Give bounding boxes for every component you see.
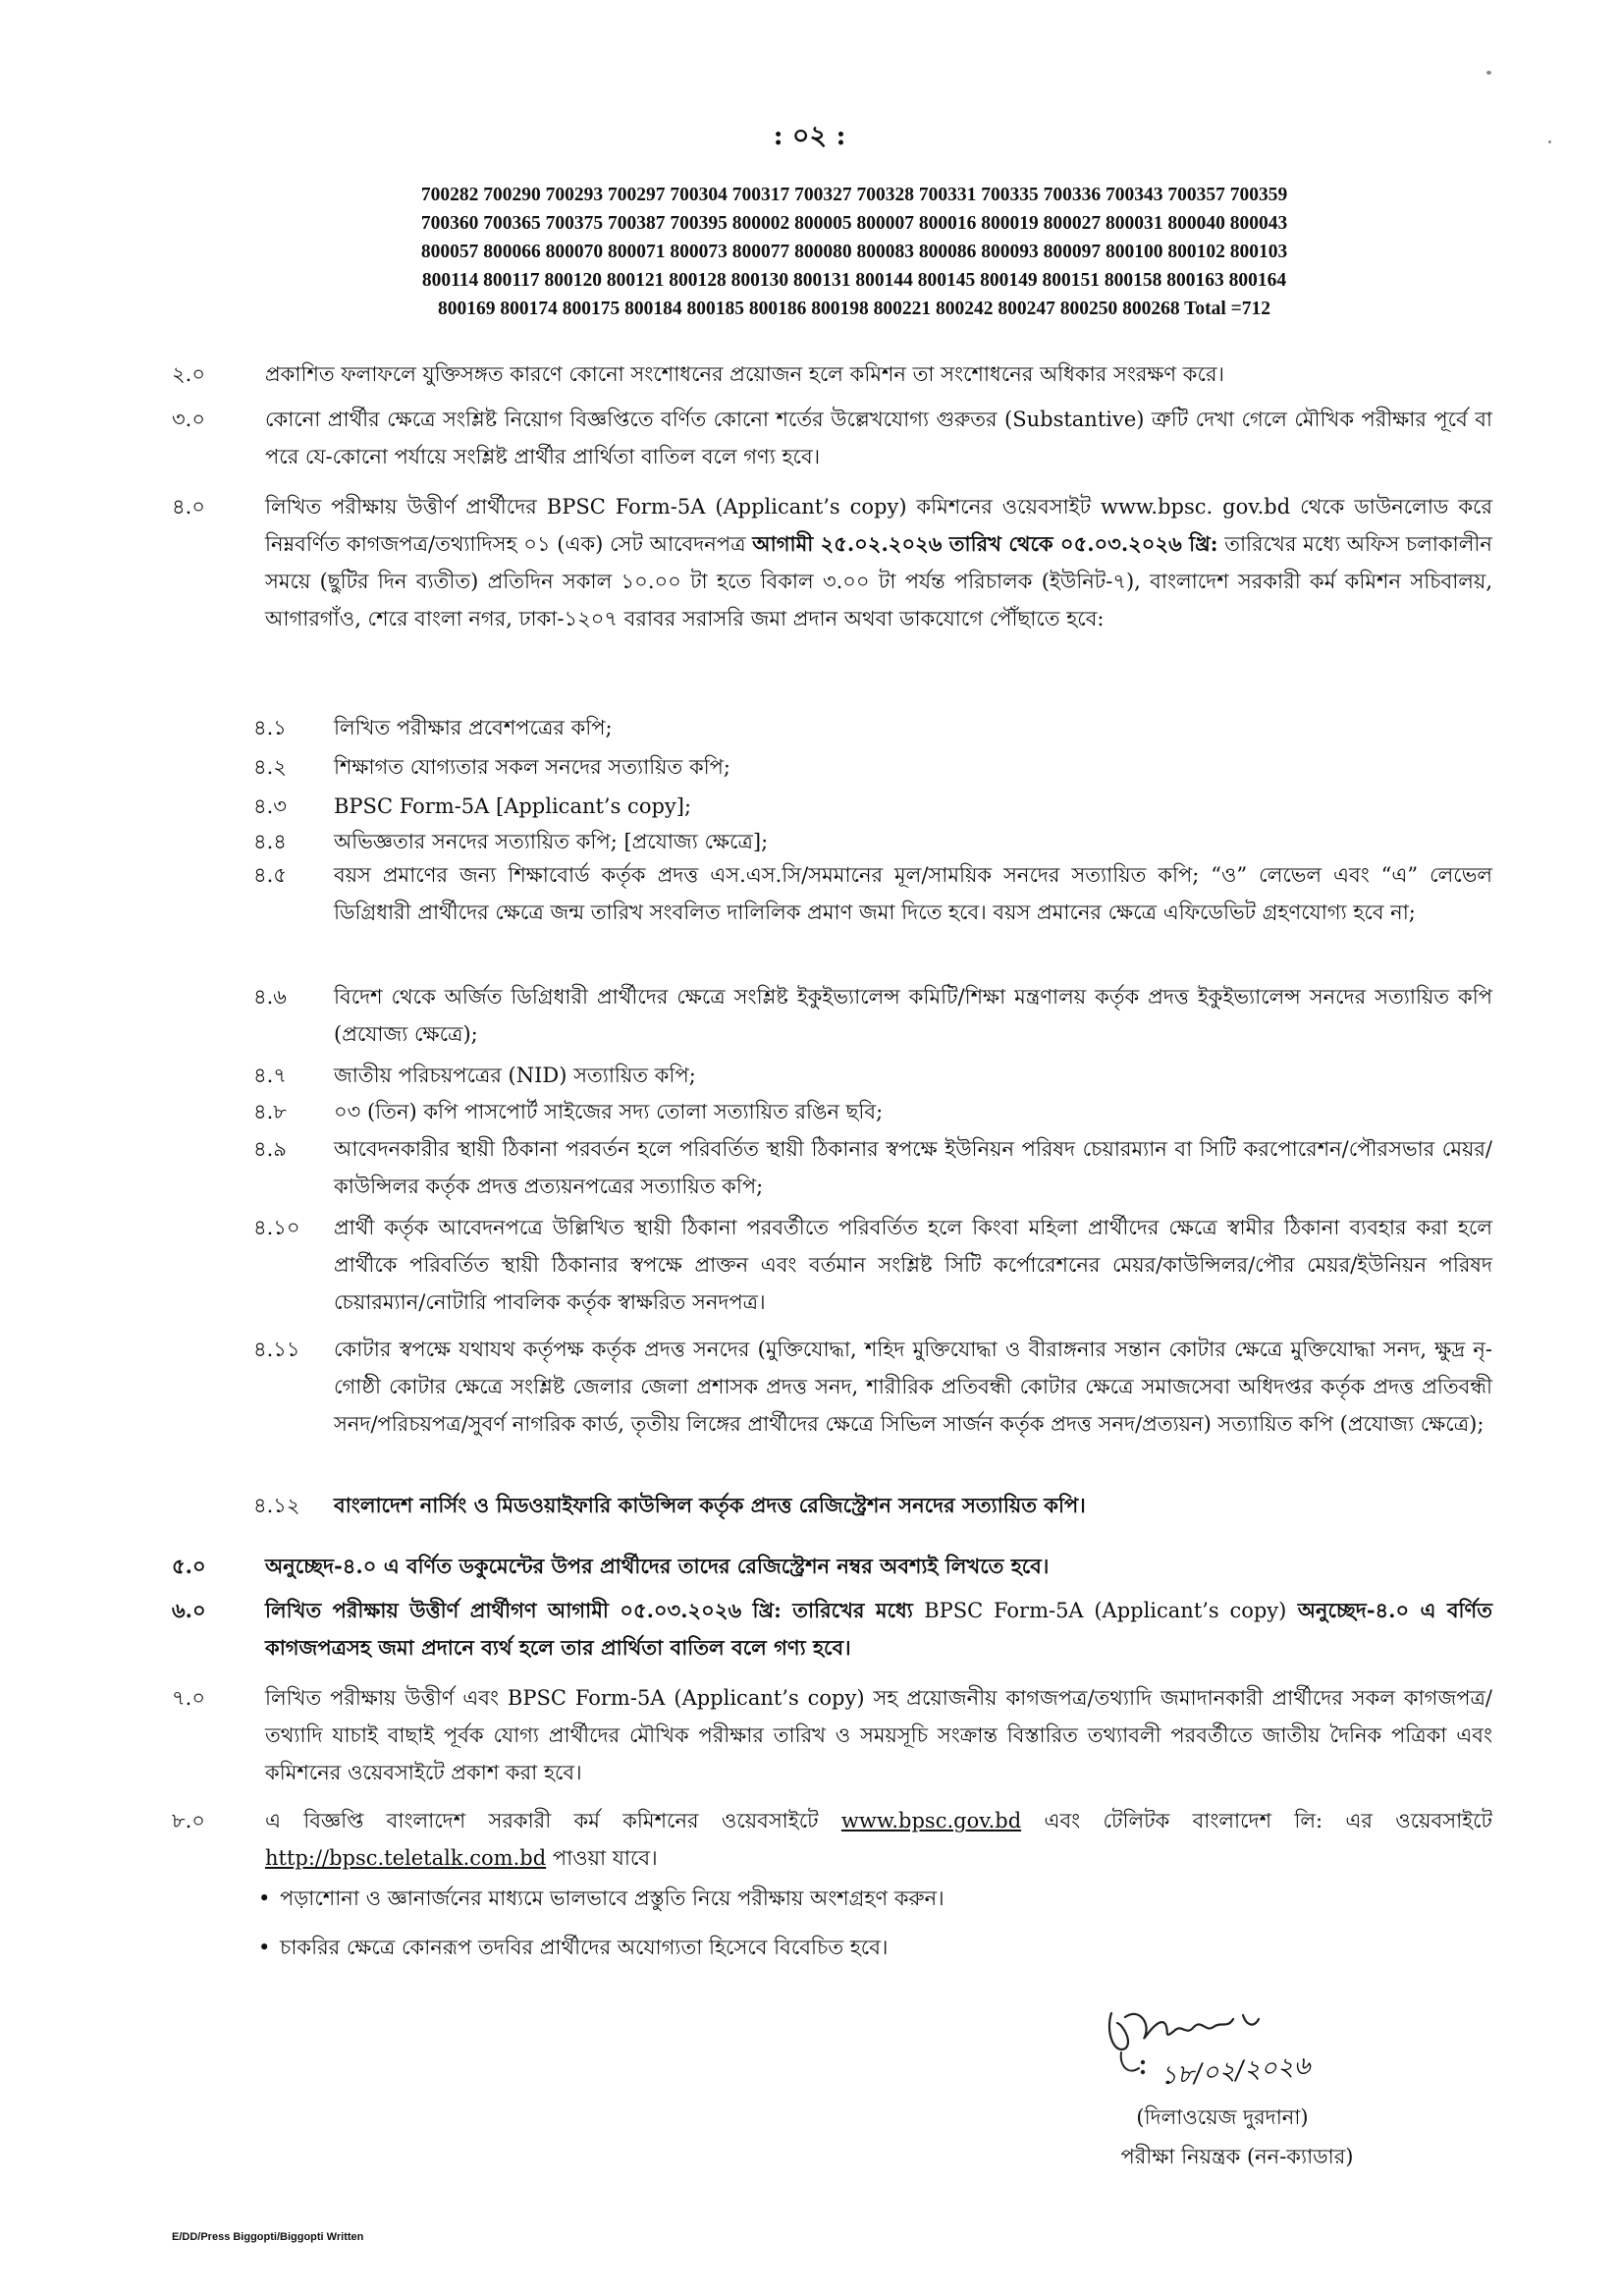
roll-line: 800114 800117 800120 800121 800128 800130 800131 800144 800145 800149 800151 800158 800163 800164: [421, 270, 1287, 291]
sub-item: [253, 748, 1492, 786]
sub-item: [253, 1130, 1492, 1205]
roll-line: 700360 700365 700375 700387 700395 800002 800005 800007 800016 800019 800027 800031 800040 800043: [420, 213, 1288, 234]
paragraph-4: [172, 488, 1492, 637]
sub-item: [253, 1331, 1492, 1443]
paragraph-text-part: পাওয়া যাবে।: [552, 1846, 658, 1870]
paragraph-text: কোনো প্রার্থীর ক্ষেত্রে সংশ্লিষ্ট নিয়োগ বিজ্ঞপ্তিতে বর্ণিত কোনো শর্তের উল্লেখযোগ্য গুরুতর (Substantive) ত্রুটি দেখা গেলে মৌখিক পরীক্ষার পূর্বে বা পরে যে-কোনো পর্যায়ে সংশ্লিষ্ট প্রার্থীর প্রার্থিতা বাতিল বলে গণ্য হবে।: [265, 408, 1492, 468]
sub-item-number: ৪.৮: [253, 1100, 287, 1123]
sub-item: [253, 978, 1492, 1053]
signatory-title: পরীক্ষা নিয়ন্ত্রক (নন-ক্যাডার): [1120, 2145, 1354, 2168]
paragraph-text: প্রকাশিত ফলাফলে যুক্তিসঙ্গত কারণে কোনো সংশোধনের প্রয়োজন হলে কমিশন তা সংশোধনের অধিকার সংরক্ষণ করে।: [265, 362, 1224, 386]
sub-item-text: লিখিত পরীক্ষার প্রবেশপত্রের কপি;: [334, 716, 613, 739]
page-number: : ০২ :: [773, 121, 846, 151]
sub-item-number: ৪.৪: [253, 830, 287, 853]
paragraph-text: অনুচ্ছেদ-৪.০ এ বর্ণিত ডকুমেন্টের উপর প্রার্থীদের তাদের রেজিস্ট্রেশন নম্বর অবশ্যই লিখতে হবে।: [265, 1554, 1050, 1578]
sub-item-text: শিক্ষাগত যোগ্যতার সকল সনদের সত্যায়িত কপি;: [334, 755, 731, 779]
sub-item-text: অভিজ্ঞতার সনদের সত্যায়িত কপি; [প্রযোজ্য ক্ষেত্রে];: [334, 830, 769, 853]
sub-item: [253, 788, 1492, 825]
paragraph-text: লিখিত পরীক্ষায় উত্তীর্ণ এবং BPSC Form-5A (Applicant’s copy) সহ প্রয়োজনীয় কাগজপত্র/তথ্যাদি জমাদানকারী প্রার্থীদের সকল কাগজপত্র/তথ্যাদি যাচাই বাছাই পূর্বক যোগ্য প্রার্থীদের মৌখিক পরীক্ষার তারিখ ও সময়সূচি সংক্রান্ত বিস্তারিত তথ্যাবলী পরবর্তীতে জাতীয় দৈনিক পত্রিকা এবং কমিশনের ওয়েবসাইটে প্রকাশ করা হবে।: [265, 1686, 1492, 1784]
bullet-text: পড়াশোনা ও জ্ঞানার্জনের মাধ্যমে ভালভাবে প্রস্তুতি নিয়ে পরীক্ষায় অংশগ্রহণ করুন।: [280, 1886, 944, 1910]
paragraph-text-part: এ বিজ্ঞপ্তি বাংলাদেশ সরকারী কর্ম কমিশনের ওয়েবসাইটে: [265, 1809, 819, 1832]
deadline-emphasis: আগামী ২৫.০২.২০২৬ তারিখ থেকে ০৫.০৩.২০২৬ খ্রি:: [752, 531, 1218, 556]
teletalk-website-link[interactable]: http://bpsc.teletalk.com.bd: [265, 1846, 547, 1870]
sub-item-text: বিদেশ থেকে অর্জিত ডিগ্রিধারী প্রার্থীদের ক্ষেত্রে সংশ্লিষ্ট ইকুইভ্যালেন্স কমিটি/শিক্ষা মন্ত্রণালয় কর্তৃক প্রদত্ত ইকুইভ্যালেন্স সনদের সত্যায়িত কপি (প্রযোজ্য ক্ষেত্রে);: [334, 985, 1492, 1046]
scan-speck: [1486, 71, 1491, 75]
paragraph-5: [172, 1548, 1492, 1585]
sub-item-text: আবেদনকারীর স্থায়ী ঠিকানা পরবর্তন হলে পরিবর্তিত স্থায়ী ঠিকানার স্বপক্ষে ইউনিয়ন পরিষদ চেয়ারম্যান বা সিটি করপোরেশন/পৌরসভার মেয়র/কাউন্সিলর কর্তৃক প্রদত্ত প্রত্যয়নপত্রের সত্যায়িত কপি;: [334, 1137, 1492, 1198]
paragraph-text-part: এবং টেলিটক বাংলাদেশ লি: এর ওয়েবসাইটে: [1044, 1809, 1492, 1832]
paragraph-text: [265, 488, 1492, 637]
sub-item-number: ৪.৩: [253, 794, 287, 818]
footer-reference-code: E/DD/Press Biggopti/Biggopti Written: [172, 2231, 364, 2243]
sub-item-number: ৪.১২: [253, 1494, 300, 1517]
sub-item-number: ৪.৫: [253, 863, 287, 887]
sub-item-number: ৪.৬: [253, 985, 287, 1009]
sub-item: [253, 709, 1492, 746]
paragraph-text-part: লিখিত পরীক্ষায় উত্তীর্ণ প্রার্থীগণ আগামী ০৫.০৩.২০২৬ খ্রি: তারিখের মধ্যে: [265, 1598, 913, 1622]
sub-item-text: কোটার স্বপক্ষে যথাযথ কর্তৃপক্ষ কর্তৃক প্রদত্ত সনদের (মুক্তিযোদ্ধা, শহিদ মুক্তিযোদ্ধা ও বীরাঙ্গনার সন্তান কোটার ক্ষেত্রে মুক্তিযোদ্ধা সনদ, ক্ষুদ্র নৃ-গোষ্ঠী কোটার ক্ষেত্রে সংশ্লিষ্ট জেলার জেলা প্রশাসক প্রদত্ত সনদ, শারীরিক প্রতিবন্ধী কোটার ক্ষেত্রে সমাজসেবা অধিদপ্তর কর্তৃক প্রদত্ত প্রতিবন্ধী সনদ/পরিচয়পত্র/সুবর্ণ নাগরিক কার্ড, তৃতীয় লিঙ্গের প্রার্থীদের ক্ষেত্রে সিভিল সার্জন কর্তৃক প্রদত্ত সনদ/প্রত্যয়ন) সত্যায়িত কপি (প্রযোজ্য ক্ষেত্রে);: [334, 1338, 1492, 1436]
paragraph-number: ৮.০: [172, 1809, 205, 1832]
paragraph-6: [172, 1592, 1492, 1667]
sub-item-number: ৪.১০: [253, 1216, 300, 1239]
roll-line: 700282 700290 700293 700297 700304 700317 700327 700328 700331 700335 700336 700343 700357 700359: [420, 185, 1288, 205]
paragraph-2: [172, 355, 1492, 393]
sub-item: [253, 823, 1492, 860]
sub-item: [253, 1057, 1492, 1094]
paragraph-text-part: অনুচ্ছেদ-৪.০ এ বর্ণিত কাগজপত্রসহ জমা প্রদানে ব্যর্থ হলে তার প্রার্থিতা বাতিল বলে গণ্য হবে।: [265, 1598, 1493, 1660]
sub-item: [253, 856, 1492, 931]
paragraph-3: [172, 401, 1492, 475]
roll-line: 800057 800066 800070 800071 800073 800077 800080 800083 800086 800093 800097 800100 800102 800103: [420, 242, 1288, 262]
paragraph-7: [172, 1679, 1492, 1791]
bullet-icon: •: [258, 1936, 271, 1959]
sub-item: [253, 1209, 1492, 1321]
signatory-name: (দিলাওয়েজ দুরদানা): [1136, 2105, 1309, 2129]
bullet-icon: •: [258, 1886, 271, 1910]
bpsc-website-link[interactable]: www.bpsc.gov.bd: [840, 1809, 1022, 1832]
roll-number-list: [231, 181, 1478, 323]
sub-item-number: ৪.১১: [253, 1338, 300, 1361]
paragraph-text-part: লিখিত পরীক্ষায় উত্তীর্ণ প্রার্থীদের BPSC Form-5A (Applicant’s copy) কমিশনের ওয়েবসাইট www.bpsc. gov.bd থেকে ডাউনলোড করে নিম্নবর্ণিত কাগজপত্র/তথ্যাদিসহ ০১ (এক) সেট আবেদনপত্র: [265, 495, 1492, 556]
sub-item-number: ৪.১: [253, 716, 287, 739]
sub-item-number: ৪.২: [253, 755, 287, 779]
sub-item-text: জাতীয় পরিচয়পত্রের (NID) সত্যায়িত কপি;: [334, 1064, 696, 1087]
sub-item-text: বয়স প্রমাণের জন্য শিক্ষাবোর্ড কর্তৃক প্রদত্ত এস.এস.সি/সমমানের মূল/সাময়িক সনদের সত্যায়িত কপি; “ও” লেভেল এবং “এ” লেভেল ডিগ্রিধারী প্রার্থীদের ক্ষেত্রে জন্ম তারিখ সংবলিত দালিলিক প্রমাণ জমা দিতে হবে। বয়স প্রমানের ক্ষেত্রে এফিডেভিট গ্রহণযোগ্য হবে না;: [334, 863, 1492, 924]
sub-item-text: ০৩ (তিন) কপি পাসপোর্ট সাইজের সদ্য তোলা সত্যায়িত রঙিন ছবি;: [334, 1100, 884, 1123]
signature-date: ১৮/০২/২০২৬: [1160, 2050, 1312, 2092]
paragraph-text: [265, 1802, 1492, 1877]
paragraph-number: ২.০: [172, 362, 205, 386]
sub-item: [253, 1487, 1492, 1524]
paragraph-text: [265, 1592, 1492, 1667]
paragraph-8: [172, 1802, 1492, 1877]
paragraph-number: ৪.০: [172, 495, 205, 519]
sub-item: [253, 1093, 1492, 1130]
sub-item-text: প্রার্থী কর্তৃক আবেদনপত্রে উল্লিখিত স্থায়ী ঠিকানা পরবর্তীতে পরিবর্তিত হলে কিংবা মহিলা প্রার্থীদের ক্ষেত্রে স্বামীর ঠিকানা ব্যবহার করা হলে প্রার্থীকে পরিবর্তিত স্থায়ী ঠিকানার স্বপক্ষে প্রাক্তন এবং বর্তমান সংশ্লিষ্ট সিটি কর্পোরেশনের মেয়র/কাউন্সিলর/পৌর মেয়র/ইউনিয়ন পরিষদ চেয়ারম্যান/নোটারি পাবলিক কর্তৃক স্বাক্ষরিত সনদপত্র।: [334, 1216, 1492, 1314]
paragraph-number: ৭.০: [172, 1686, 205, 1710]
paragraph-number: ৩.০: [172, 408, 205, 431]
paragraph-text-part: তারিখের মধ্যে অফিস চলাকালীন সময়ে (ছুটির দিন ব্যতীত) প্রতিদিন সকাল ১০.০০ টা হতে বিকাল ৩.০০ টা পর্যন্ত পরিচালক (ইউনিট-৭), বাংলাদেশ সরকারী কর্ম কমিশন সচিবালয়, আগারগাঁও, শেরে বাংলা নগর, ঢাকা-১২০৭ বরাবর সরাসরি জমা প্রদান অথবা ডাকযোগে পৌঁছাতে হবে:: [265, 532, 1492, 630]
advice-bullet: [258, 1881, 1436, 1916]
paragraph-number: ৬.০: [172, 1598, 206, 1622]
roll-line: 800169 800174 800175 800184 800185 800186 800198 800221 800242 800247 800250 800268 Total =712: [437, 299, 1270, 319]
sub-item-text: BPSC Form-5A [Applicant’s copy];: [334, 794, 692, 818]
sub-item-text: বাংলাদেশ নার্সিং ও মিডওয়াইফারি কাউন্সিল কর্তৃক প্রদত্ত রেজিস্ট্রেশন সনদের সত্যায়িত কপি।: [334, 1493, 1086, 1517]
sub-item-number: ৪.৭: [253, 1064, 287, 1087]
bullet-text: চাকরির ক্ষেত্রে কোনরূপ তদবির প্রার্থীদের অযোগ্যতা হিসেবে বিবেচিত হবে।: [280, 1936, 889, 1959]
form-name: BPSC Form-5A (Applicant’s copy): [924, 1599, 1287, 1622]
paragraph-number: ৫.০: [172, 1554, 206, 1578]
advice-bullet: [258, 1930, 1436, 1965]
sub-item-number: ৪.৯: [253, 1137, 287, 1161]
